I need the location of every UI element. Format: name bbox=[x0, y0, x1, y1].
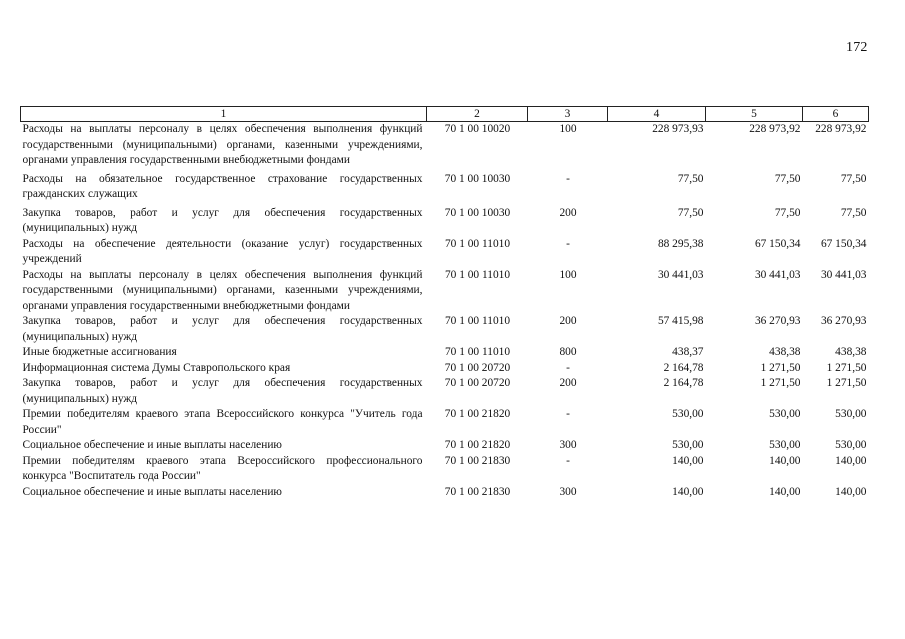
row-code: 70 1 00 20720 bbox=[444, 361, 511, 374]
row-name: Социальное обеспечение и иные выплаты населению bbox=[22, 439, 282, 451]
row-name: Закупка товаров, работ и услуг для обеспечения государственных (муниципальных) нужд bbox=[22, 377, 423, 405]
row-type: - bbox=[566, 237, 570, 250]
table-header bbox=[21, 107, 869, 122]
row-value-4: 2 164,78 bbox=[663, 377, 704, 389]
table-row bbox=[21, 407, 869, 438]
row-value-6: 530,00 bbox=[835, 439, 867, 451]
row-name: Расходы на выплаты персоналу в целях обеспечения выполнения функций государственными (муниципальными) органами, казенными учреждениями, органами управления государственными внебюджетными фондами bbox=[22, 268, 423, 312]
row-value-6: 140,00 bbox=[835, 485, 867, 498]
table-row bbox=[21, 314, 869, 345]
row-value-6: 140,00 bbox=[835, 454, 867, 467]
row-value-4: 530,00 bbox=[672, 439, 704, 451]
row-type: 200 bbox=[559, 315, 577, 327]
page-number: 172 bbox=[846, 40, 868, 55]
row-value-6: 1 271,50 bbox=[826, 361, 867, 374]
table-row bbox=[21, 345, 869, 361]
column-header-1: 1 bbox=[21, 107, 427, 122]
row-type: - bbox=[566, 454, 570, 467]
row-name: Иные бюджетные ассигнования bbox=[22, 346, 177, 358]
table-row bbox=[21, 268, 869, 315]
row-name: Закупка товаров, работ и услуг для обеспечения государственных (муниципальных) нужд bbox=[22, 315, 423, 343]
table-row bbox=[21, 454, 869, 485]
row-value-5: 438,38 bbox=[769, 346, 801, 358]
row-name: Социальное обеспечение и иные выплаты населению bbox=[22, 485, 282, 498]
row-type: - bbox=[566, 172, 570, 185]
row-name: Премии победителям краевого этапа Всероссийского профессионального конкурса "Воспитатель года России" bbox=[22, 454, 423, 482]
row-value-6: 30 441,03 bbox=[820, 268, 867, 281]
row-value-5: 140,00 bbox=[769, 485, 801, 498]
column-header-6: 6 bbox=[803, 107, 869, 122]
budget-table bbox=[20, 106, 869, 500]
table-row bbox=[21, 361, 869, 377]
row-value-5: 1 271,50 bbox=[760, 361, 801, 374]
row-name: Расходы на обеспечение деятельности (оказание услуг) государственных учреждений bbox=[22, 237, 423, 265]
row-name: Премии победителям краевого этапа Всероссийского конкурса "Учитель года России" bbox=[22, 408, 423, 436]
column-header-2: 2 bbox=[427, 107, 528, 122]
row-value-4: 77,50 bbox=[677, 206, 704, 219]
row-code: 70 1 00 21820 bbox=[444, 408, 511, 420]
table-row bbox=[21, 169, 869, 203]
column-header-3: 3 bbox=[528, 107, 608, 122]
row-type: 800 bbox=[559, 346, 577, 358]
header-row bbox=[21, 107, 869, 122]
row-value-6: 36 270,93 bbox=[820, 315, 867, 327]
row-type: - bbox=[566, 361, 570, 374]
table-row bbox=[21, 376, 869, 407]
column-header-5: 5 bbox=[706, 107, 803, 122]
row-type: - bbox=[566, 408, 570, 420]
row-value-4: 438,37 bbox=[672, 346, 704, 358]
row-code: 70 1 00 11010 bbox=[444, 346, 511, 358]
row-code: 70 1 00 10030 bbox=[444, 172, 511, 185]
row-value-4: 140,00 bbox=[672, 485, 704, 498]
row-code: 70 1 00 10030 bbox=[444, 206, 511, 219]
row-value-6: 228 973,92 bbox=[815, 123, 867, 135]
row-type: 100 bbox=[559, 268, 577, 281]
row-value-4: 530,00 bbox=[672, 408, 704, 420]
table-row bbox=[21, 237, 869, 268]
row-code: 70 1 00 11010 bbox=[444, 315, 511, 327]
row-value-6: 67 150,34 bbox=[820, 237, 867, 250]
row-value-5: 77,50 bbox=[774, 172, 801, 185]
row-code: 70 1 00 11010 bbox=[444, 237, 511, 250]
row-name: Информационная система Думы Ставропольского края bbox=[22, 361, 291, 374]
row-value-5: 36 270,93 bbox=[754, 315, 801, 327]
row-value-4: 57 415,98 bbox=[657, 315, 704, 327]
row-value-4: 140,00 bbox=[672, 454, 704, 467]
row-value-5: 1 271,50 bbox=[760, 377, 801, 389]
row-code: 70 1 00 21830 bbox=[444, 454, 511, 467]
row-value-4: 2 164,78 bbox=[663, 361, 704, 374]
row-value-6: 77,50 bbox=[840, 206, 867, 219]
row-value-6: 438,38 bbox=[835, 346, 867, 358]
row-value-4: 88 295,38 bbox=[657, 237, 704, 250]
row-name: Расходы на обязательное государственное страхование государственных гражданских служащих bbox=[22, 172, 423, 200]
table-body bbox=[21, 122, 869, 501]
row-value-6: 530,00 bbox=[835, 408, 867, 420]
table-row bbox=[21, 485, 869, 501]
row-code: 70 1 00 21820 bbox=[444, 439, 511, 451]
row-code: 70 1 00 21830 bbox=[444, 485, 511, 498]
row-value-5: 77,50 bbox=[774, 206, 801, 219]
row-value-5: 30 441,03 bbox=[754, 268, 801, 281]
row-value-5: 67 150,34 bbox=[754, 237, 801, 250]
row-name: Закупка товаров, работ и услуг для обеспечения государственных (муниципальных) нужд bbox=[22, 206, 423, 234]
row-value-5: 530,00 bbox=[769, 408, 801, 420]
row-type: 100 bbox=[559, 123, 577, 135]
row-value-6: 77,50 bbox=[840, 172, 867, 185]
row-value-4: 228 973,93 bbox=[652, 123, 704, 135]
row-name: Расходы на выплаты персоналу в целях обеспечения выполнения функций государственными (муниципальными) органами, казенными учреждениями, органами управления государственными внебюджетными фондами bbox=[22, 123, 423, 166]
row-value-5: 530,00 bbox=[769, 439, 801, 451]
row-value-4: 77,50 bbox=[677, 172, 704, 185]
row-code: 70 1 00 11010 bbox=[444, 268, 511, 281]
column-header-4: 4 bbox=[608, 107, 706, 122]
row-type: 200 bbox=[559, 377, 577, 389]
row-value-5: 228 973,92 bbox=[749, 123, 801, 135]
row-type: 300 bbox=[559, 439, 577, 451]
table-row bbox=[21, 203, 869, 237]
row-value-6: 1 271,50 bbox=[826, 377, 867, 389]
row-value-4: 30 441,03 bbox=[657, 268, 704, 281]
table-row bbox=[21, 438, 869, 454]
row-code: 70 1 00 20720 bbox=[444, 377, 511, 389]
row-type: 300 bbox=[559, 485, 577, 498]
row-type: 200 bbox=[559, 206, 577, 219]
row-value-5: 140,00 bbox=[769, 454, 801, 467]
table-row bbox=[21, 122, 869, 169]
row-code: 70 1 00 10020 bbox=[444, 123, 511, 135]
